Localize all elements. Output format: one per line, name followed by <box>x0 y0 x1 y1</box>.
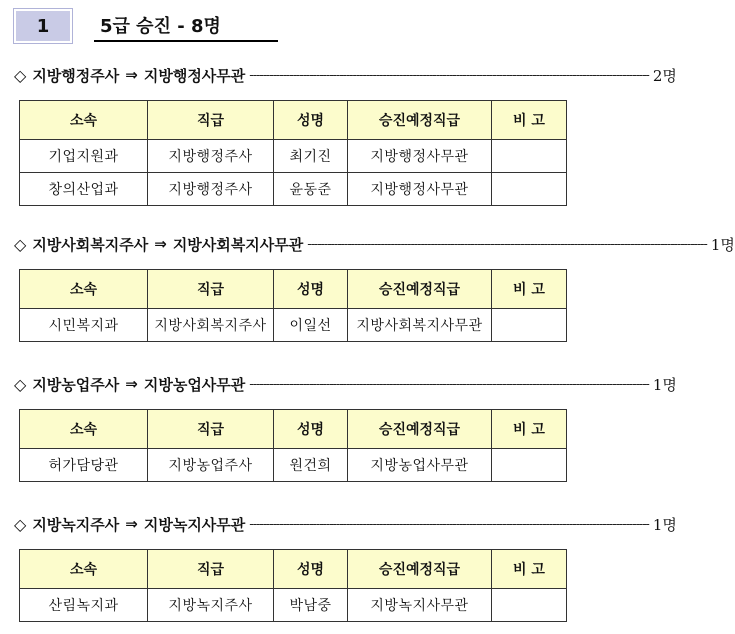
diamond-icon: ◇ <box>14 514 27 534</box>
table-cell: 원건희 <box>274 449 348 482</box>
table-cell <box>492 309 567 342</box>
table-cell: 이일선 <box>274 309 348 342</box>
promotion-count: 1명 <box>652 375 677 394</box>
from-grade: 지방행정주사 <box>32 66 120 85</box>
promotion-section <box>14 513 677 622</box>
column-header: 비 고 <box>492 101 567 140</box>
promotion-section <box>14 233 735 342</box>
promotion-table <box>19 269 567 342</box>
column-header: 소속 <box>20 410 148 449</box>
table-cell: 윤동준 <box>274 173 348 206</box>
column-header: 승진예정직급 <box>348 101 492 140</box>
promotion-count: 2명 <box>652 66 677 85</box>
arrow-icon: ⇒ <box>125 375 138 393</box>
arrow-icon: ⇒ <box>154 235 167 253</box>
table-cell: 지방녹지주사 <box>148 589 274 622</box>
column-header: 승진예정직급 <box>348 410 492 449</box>
section-title <box>14 373 677 395</box>
column-header: 성명 <box>274 101 348 140</box>
table-header-row <box>20 270 567 309</box>
table-cell: 지방행정주사 <box>148 140 274 173</box>
section-title <box>14 513 677 535</box>
table-cell: 지방행정사무관 <box>348 140 492 173</box>
arrow-icon: ⇒ <box>125 515 138 533</box>
section-number-box: 1 <box>14 9 72 43</box>
column-header: 직급 <box>148 550 274 589</box>
table-cell: 지방사회복지사무관 <box>348 309 492 342</box>
promotion-table <box>19 409 567 482</box>
to-grade: 지방녹지사무관 <box>143 515 246 534</box>
table-row <box>20 449 567 482</box>
table-cell: 지방녹지사무관 <box>348 589 492 622</box>
table-cell: 지방농업사무관 <box>348 449 492 482</box>
arrow-icon: ⇒ <box>125 66 138 84</box>
to-grade: 지방농업사무관 <box>143 375 246 394</box>
table-cell: 허가담당관 <box>20 449 148 482</box>
from-grade: 지방사회복지주사 <box>32 235 149 254</box>
table-row <box>20 309 567 342</box>
page-title: 5급 승진 - 8명 <box>94 10 278 42</box>
diamond-icon: ◇ <box>14 374 27 394</box>
table-cell <box>492 173 567 206</box>
diamond-icon: ◇ <box>14 65 27 85</box>
dashed-leader: ------------------------------------------------------------------------------------------------------------------------ <box>249 377 649 391</box>
to-grade: 지방행정사무관 <box>143 66 246 85</box>
section-title <box>14 233 735 255</box>
table-header-row <box>20 550 567 589</box>
table-cell <box>492 449 567 482</box>
table-cell: 최기진 <box>274 140 348 173</box>
promotion-section <box>14 373 677 482</box>
dashed-leader: ------------------------------------------------------------------------------------------------------------------------ <box>249 517 649 531</box>
column-header: 직급 <box>148 410 274 449</box>
column-header: 소속 <box>20 101 148 140</box>
to-grade: 지방사회복지사무관 <box>172 235 304 254</box>
table-cell <box>492 589 567 622</box>
table-header-row <box>20 101 567 140</box>
dashed-leader: ------------------------------------------------------------------------------------------------------------------------ <box>249 68 649 82</box>
table-cell: 시민복지과 <box>20 309 148 342</box>
promotion-count: 1명 <box>710 235 735 254</box>
promotion-table <box>19 100 567 206</box>
diamond-icon: ◇ <box>14 234 27 254</box>
column-header: 성명 <box>274 270 348 309</box>
column-header: 직급 <box>148 270 274 309</box>
column-header: 승진예정직급 <box>348 550 492 589</box>
table-cell: 산림녹지과 <box>20 589 148 622</box>
column-header: 비 고 <box>492 410 567 449</box>
page-header <box>14 10 278 42</box>
column-header: 비 고 <box>492 550 567 589</box>
table-cell: 박남중 <box>274 589 348 622</box>
from-grade: 지방녹지주사 <box>32 515 120 534</box>
table-row <box>20 140 567 173</box>
table-cell: 지방행정주사 <box>148 173 274 206</box>
table-row <box>20 173 567 206</box>
table-header-row <box>20 410 567 449</box>
column-header: 직급 <box>148 101 274 140</box>
table-cell <box>492 140 567 173</box>
table-cell: 지방행정사무관 <box>348 173 492 206</box>
column-header: 성명 <box>274 410 348 449</box>
table-cell: 지방사회복지주사 <box>148 309 274 342</box>
table-row <box>20 589 567 622</box>
promotion-count: 1명 <box>652 515 677 534</box>
table-cell: 창의산업과 <box>20 173 148 206</box>
column-header: 소속 <box>20 550 148 589</box>
section-title <box>14 64 677 86</box>
column-header: 소속 <box>20 270 148 309</box>
column-header: 승진예정직급 <box>348 270 492 309</box>
table-cell: 기업지원과 <box>20 140 148 173</box>
from-grade: 지방농업주사 <box>32 375 120 394</box>
promotion-section <box>14 64 677 206</box>
column-header: 성명 <box>274 550 348 589</box>
column-header: 비 고 <box>492 270 567 309</box>
dashed-leader: ------------------------------------------------------------------------------------------------------------------------ <box>307 237 707 251</box>
table-cell: 지방농업주사 <box>148 449 274 482</box>
promotion-table <box>19 549 567 622</box>
